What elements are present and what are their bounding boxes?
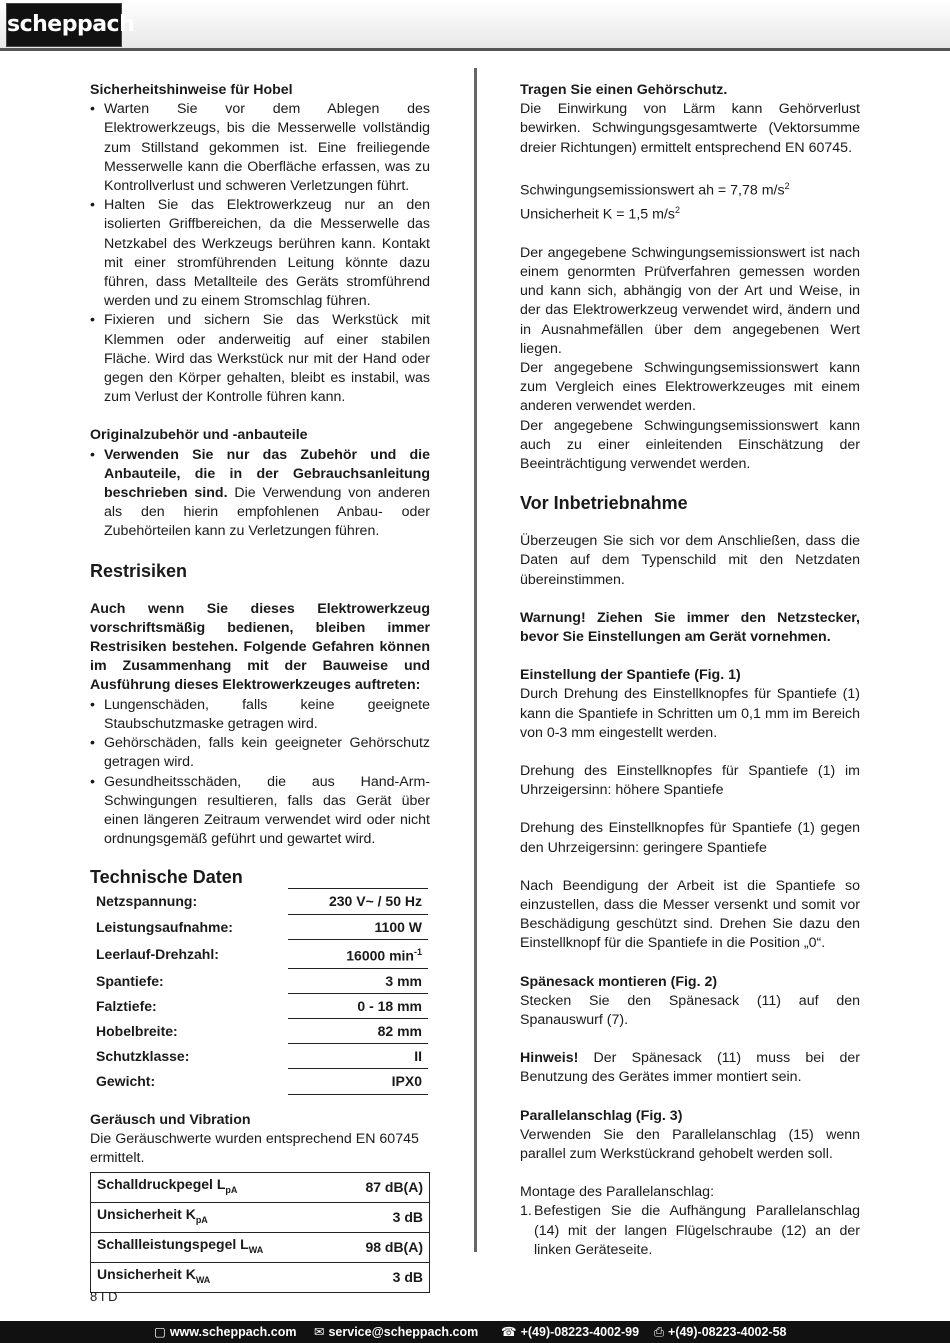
- vibration-para: Der angegebene Schwingungsemissionswert kann auch zu einer einleitenden Einschätzung der Beeinträchtigung verwendet werden.: [520, 417, 860, 472]
- residual-list: [90, 696, 430, 850]
- hearing-heading: Tragen Sie einen Gehörschutz.: [520, 82, 728, 98]
- accessory-heading: Originalzubehör und -anbauteile: [90, 427, 308, 444]
- column-divider: [474, 68, 477, 1252]
- phone-icon: ☎: [501, 1325, 517, 1339]
- table-row: [91, 1233, 430, 1263]
- tech-value: [288, 939, 428, 968]
- vibration-para: Der angegebene Schwingungsemissionswert kann zum Vergleich eines Elektrowerkzeuges mit einem anderen verwendet werden.: [520, 359, 860, 415]
- bag-text: Stecken Sie den Spänesack (11) auf den Spanauswurf (7).: [520, 992, 860, 1028]
- tech-key: Falztiefe:: [96, 997, 157, 1014]
- header-bar: [0, 0, 950, 51]
- tech-key: Spantiefe:: [96, 972, 164, 989]
- footer-web[interactable]: ▢ www.scheppach.com: [154, 1325, 297, 1339]
- table-row: [90, 968, 428, 993]
- fax-icon: ⎙: [654, 1325, 665, 1339]
- tech-value: 1100 W: [288, 914, 428, 939]
- depth-clockwise: Drehung des Einstellknopfes für Spantiefe (1) im Uhrzeigersinn: höhere Spantiefe: [520, 762, 860, 799]
- list-item: • Fixieren und sichern Sie das Werkstück mit Klemmen oder anderweitig auf einer stabilen Fläche. Wird das Werkstück nur mit der Hand oder gegen den Körper gehalten, bleibt es instabil, was zum Verlust der Kontrolle führen kann.: [90, 311, 430, 407]
- table-row: [91, 1263, 430, 1293]
- before-text: Überzeugen Sie sich vor dem Anschließen, dass die Daten auf dem Typenschild mit den Netzdaten übereinstimmen.: [520, 533, 860, 588]
- list-item: • Lungenschäden, falls keine geeignete Staubschutzmaske getragen wird.: [90, 696, 430, 734]
- table-row: [90, 1069, 428, 1094]
- noise-key: Unsicherheit $K_{pA}$: [91, 1203, 335, 1233]
- noise-key: Unsicherheit $K_{WA}$: [91, 1263, 335, 1293]
- noise-value: 3 dB: [334, 1203, 429, 1233]
- accessory-bold: Verwenden Sie nur das Zubehör und die Anbauteile, die in der Gebrauchsanleitung beschrieben sind.: [104, 446, 430, 502]
- noise-value: 98 dB(A): [334, 1233, 429, 1263]
- rpm-value: 16000 min: [346, 947, 414, 964]
- depth-end: Nach Beendigung der Arbeit ist die Spantiefe so einzustellen, dass die Messer versenkt und somit vor Beschädigung geschützt sind. Drehen Sie dazu den Einstellknopf für die Spantiefe in die Position „0“.: [520, 877, 860, 952]
- footer-phone: ☎ +(49)-08223-4002-99: [501, 1325, 640, 1339]
- noise-table: [90, 1172, 430, 1293]
- mount-heading: Montage des Parallelanschlag:: [520, 1184, 715, 1201]
- tech-value: 3 mm: [288, 968, 428, 993]
- depth-heading: Einstellung der Spantiefe (Fig. 1): [520, 667, 741, 684]
- residual-intro: Auch wenn Sie dieses Elektrowerkzeug vorschriftsmäßig bedienen, bleiben immer Restrisiken bestehen. Folgende Gefahren können im Zusammenhang mit der Bauweise und Ausführung dieses Elektrowerkzeuges auftreten:: [90, 600, 430, 694]
- vibration-value: Schwingungsemissionswert ah = 7,78 $m/s^2$: [520, 180, 790, 199]
- tech-key: Netzspannung:: [96, 893, 198, 910]
- warning-text: Warnung! Ziehen Sie immer den Netzstecker, bevor Sie Einstellungen am Gerät vornehmen.: [520, 609, 860, 645]
- tech-value: 82 mm: [288, 1018, 428, 1043]
- tech-value: 230 V~ / 50 Hz: [288, 889, 428, 914]
- hearing-text: Die Einwirkung von Lärm kann Gehörverlust bewirken. Schwingungsgesamtwerte (Vektorsumme dreier Richtungen) ermittelt entsprechend EN 60745.: [520, 101, 860, 156]
- vibration-uncertainty: Unsicherheit K = 1,5 $m/s^2$: [520, 204, 680, 223]
- footer-bar: [0, 1321, 950, 1343]
- right-column: [520, 81, 860, 1260]
- tech-value: IPX0: [288, 1069, 428, 1094]
- table-row: [91, 1173, 430, 1203]
- table-row: [90, 993, 428, 1018]
- residual-heading: Restrisiken: [90, 560, 188, 581]
- tech-table: [90, 888, 428, 1094]
- safety-heading: Sicherheitshinweise für Hobel: [90, 82, 293, 98]
- list-item: • Gehörschäden, falls kein geeigneter Gehörschutz getragen wird.: [90, 734, 430, 772]
- table-row: [90, 889, 428, 914]
- tech-key: Hobelbreite:: [96, 1022, 178, 1039]
- tech-key: Schutzklasse:: [96, 1048, 190, 1065]
- table-row: [90, 939, 428, 968]
- bag-heading: Spänesack montieren (Fig. 2): [520, 973, 718, 990]
- left-column: [90, 81, 430, 1293]
- list-item: [90, 446, 430, 542]
- table-row: [90, 914, 428, 939]
- list-item: • Warten Sie vor dem Ablegen des Elektrowerkzeugs, bis die Messerwelle vollständig zum Stillstand gekommen ist. Eine freiliegende Messerwelle kann die Oberfläche erfassen, was zu Kontrollverlust und schweren Verletzungen führt.: [90, 100, 430, 196]
- noise-value: 3 dB: [334, 1263, 429, 1293]
- email-icon: ✉: [314, 1325, 325, 1339]
- computer-icon: ▢: [154, 1325, 166, 1339]
- fence-heading: Parallelanschlag (Fig. 3): [520, 1107, 683, 1124]
- noise-key: Schalldruckpegel $L_{pA}$: [91, 1173, 335, 1203]
- noise-heading: Geräusch und Vibration: [90, 1111, 251, 1128]
- accessory-list: [90, 446, 430, 542]
- page-number: 8 I D: [90, 1289, 118, 1304]
- tech-key: Gewicht:: [96, 1073, 156, 1090]
- vibration-para: Der angegebene Schwingungsemissionswert ist nach einem genormten Prüfverfahren gemessen worden und kann sich, abhängig von der Art und Weise, in der das Elektrowerkzeug verwendet wird, ändern und in Ausnahmefällen über dem angegebenen Wert liegen.: [520, 244, 860, 357]
- tech-key: Leistungsaufnahme:: [96, 918, 233, 935]
- list-item: • Gesundheitsschäden, die aus Hand-Arm- Schwingungen resultieren, falls das Gerät über einen längeren Zeitraum verwendet wird oder nicht ordnungsgemäß geführt und gewartet wird.: [90, 773, 430, 850]
- brand-logo: scheppach: [6, 3, 122, 47]
- rpm-exponent: -1: [413, 946, 422, 957]
- mount-list: [520, 1202, 860, 1260]
- fence-text: Verwenden Sie den Parallelanschlag (15) wenn parallel zum Werkstückrand gehobelt werden soll.: [520, 1126, 860, 1162]
- list-item: • Halten Sie das Elektrowerkzeug nur an den isolierten Griffbereichen, da die Messerwelle das Netzkabel des Werkzeugs berühren kann. Kontakt mit einer stromführenden Leitung könnte dazu führen, dass Metallteile des Geräts stromführend werden und zu einem Stromschlag führen.: [90, 196, 430, 311]
- safety-list: [90, 100, 430, 407]
- tech-value: 0 - 18 mm: [288, 993, 428, 1018]
- table-row: [90, 1044, 428, 1069]
- noise-text: Die Geräuschwerte wurden entsprechend EN 60745 ermittelt.: [90, 1130, 419, 1166]
- noise-value: 87 dB(A): [334, 1173, 429, 1203]
- depth-text: Durch Drehung des Einstellknopfes für Spantiefe (1) kann die Spantiefe in Schritten um 0,1 mm im Bereich von 0-3 mm eingestellt werden.: [520, 686, 860, 741]
- depth-counterclockwise: Drehung des Einstellknopfes für Spantiefe (1) gegen den Uhrzeigersinn: geringere Spantiefe: [520, 820, 860, 856]
- list-item: 1. Befestigen Sie die Aufhängung Parallelanschlag (14) mit der langen Flügelschraube (12) an der linken Geräteseite.: [520, 1203, 860, 1258]
- noise-key: Schallleistungspegel $L_{WA}$: [91, 1233, 335, 1263]
- tech-heading: Technische Daten: [90, 867, 243, 888]
- tech-key: Leerlauf-Drehzahl:: [96, 945, 219, 962]
- footer-email[interactable]: ✉ service@scheppach.com: [314, 1325, 479, 1339]
- accessory-text: Die Verwendung von anderen als den hierin empfohlenen Anbau- oder Zubehörteilen kann zu Verletzungen führen.: [104, 485, 430, 540]
- table-row: [90, 1018, 428, 1043]
- note: Hinweis! Der Spänesack (11) muss bei der Benutzung des Gerätes immer montiert sein.: [520, 1050, 860, 1086]
- before-heading: Vor Inbetriebnahme: [520, 493, 688, 514]
- table-row: [91, 1203, 430, 1233]
- tech-value: II: [288, 1044, 428, 1069]
- footer-fax: ⎙ +(49)-08223-4002-58: [654, 1325, 787, 1339]
